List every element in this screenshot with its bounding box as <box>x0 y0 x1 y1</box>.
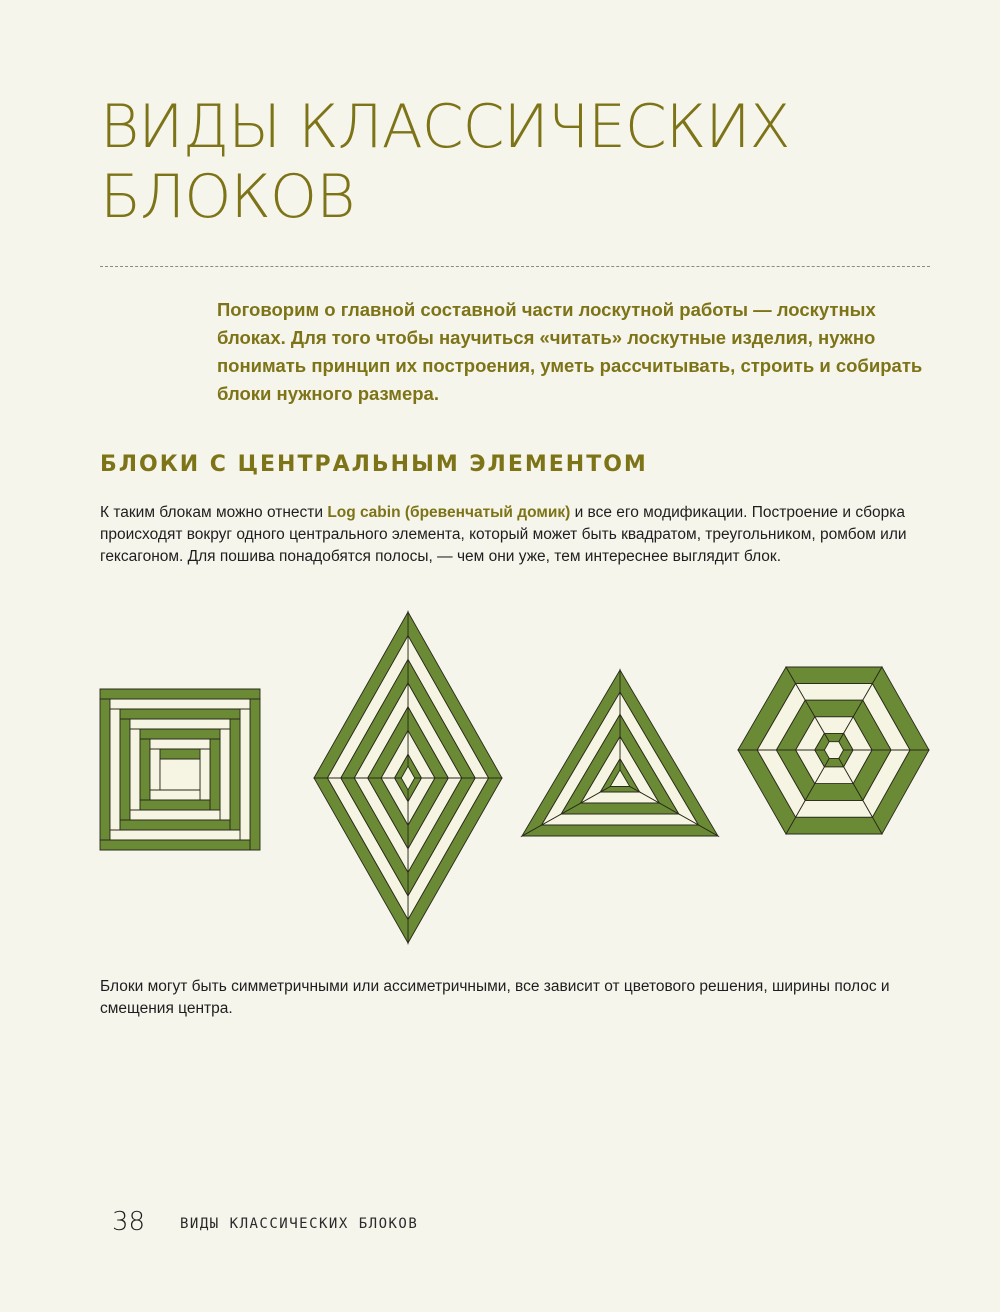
square-strip <box>210 739 220 810</box>
log-cabin-hexagon <box>738 667 929 834</box>
page-title <box>100 92 960 232</box>
square-strip <box>140 739 150 800</box>
square-strip <box>160 749 200 759</box>
hexagon-center <box>824 742 843 759</box>
square-strip <box>120 820 230 830</box>
square-center <box>160 759 200 790</box>
intro-text-end: и все его модификации. Построение и сборка происходят вокруг одного центрального элемента, который может быть квадратом, треугольником, ромбом или гексагоном. Для пошива понадобятся полосы, — чем они уже, тем интереснее выглядит блок. <box>100 504 907 565</box>
log-cabin-term: Log cabin (бревенчатый домик) <box>327 504 571 521</box>
title-line-1: ВИДЫ КЛАССИЧЕСКИХ <box>100 92 790 162</box>
intro-paragraph <box>100 502 930 568</box>
dashed-divider <box>100 266 930 267</box>
symmetry-paragraph: Блоки могут быть симметричными или ассиметричными, все зависит от цветового решения, ширины полос и смещения центра. <box>100 978 890 1017</box>
triangle-strip <box>561 803 679 814</box>
square-strip <box>100 689 260 699</box>
square-strip <box>140 729 220 739</box>
square-strip <box>200 749 210 800</box>
hexagon-strip <box>786 667 882 684</box>
block-figures <box>0 600 1000 950</box>
running-title: ВИДЫ КЛАССИЧЕСКИХ БЛОКОВ <box>180 1216 419 1232</box>
square-strip <box>130 719 230 729</box>
square-strip <box>100 699 110 840</box>
square-strip <box>150 790 200 800</box>
log-cabin-rhombus <box>314 612 502 943</box>
square-strip <box>250 699 260 850</box>
square-strip <box>110 830 240 840</box>
hexagon-strip <box>786 817 882 834</box>
hexagon-strip <box>796 800 873 817</box>
square-strip <box>230 719 240 830</box>
square-strip <box>120 719 130 820</box>
hexagon-strip <box>796 684 873 701</box>
lead-paragraph: Поговорим о главной составной части лоскутной работы — лоскутных блоках. Для того чтобы научиться «читать» лоскутные изделия, нужно понимать принцип их построения, уметь рассчитывать, строить и собирать блоки нужного размера. <box>217 299 923 404</box>
triangle-strip <box>522 825 718 836</box>
square-strip <box>150 739 210 749</box>
log-cabin-square <box>100 689 260 850</box>
square-strip <box>120 709 240 719</box>
page-number: 38 <box>112 1207 146 1237</box>
title-line-2: БЛОКОВ <box>100 162 355 232</box>
square-strip <box>110 709 120 830</box>
square-strip <box>130 729 140 810</box>
square-strip <box>140 800 210 810</box>
square-strip <box>110 699 250 709</box>
triangle-strip <box>542 814 699 825</box>
square-strip <box>240 709 250 840</box>
square-strip <box>130 810 220 820</box>
square-strip <box>150 749 160 790</box>
log-cabin-triangle <box>522 670 718 836</box>
intro-text-start: К таким блокам можно отнести <box>100 504 328 521</box>
section-heading: БЛОКИ С ЦЕНТРАЛЬНЫМ ЭЛЕМЕНТОМ <box>100 452 648 477</box>
square-strip <box>220 729 230 820</box>
square-strip <box>100 840 250 850</box>
